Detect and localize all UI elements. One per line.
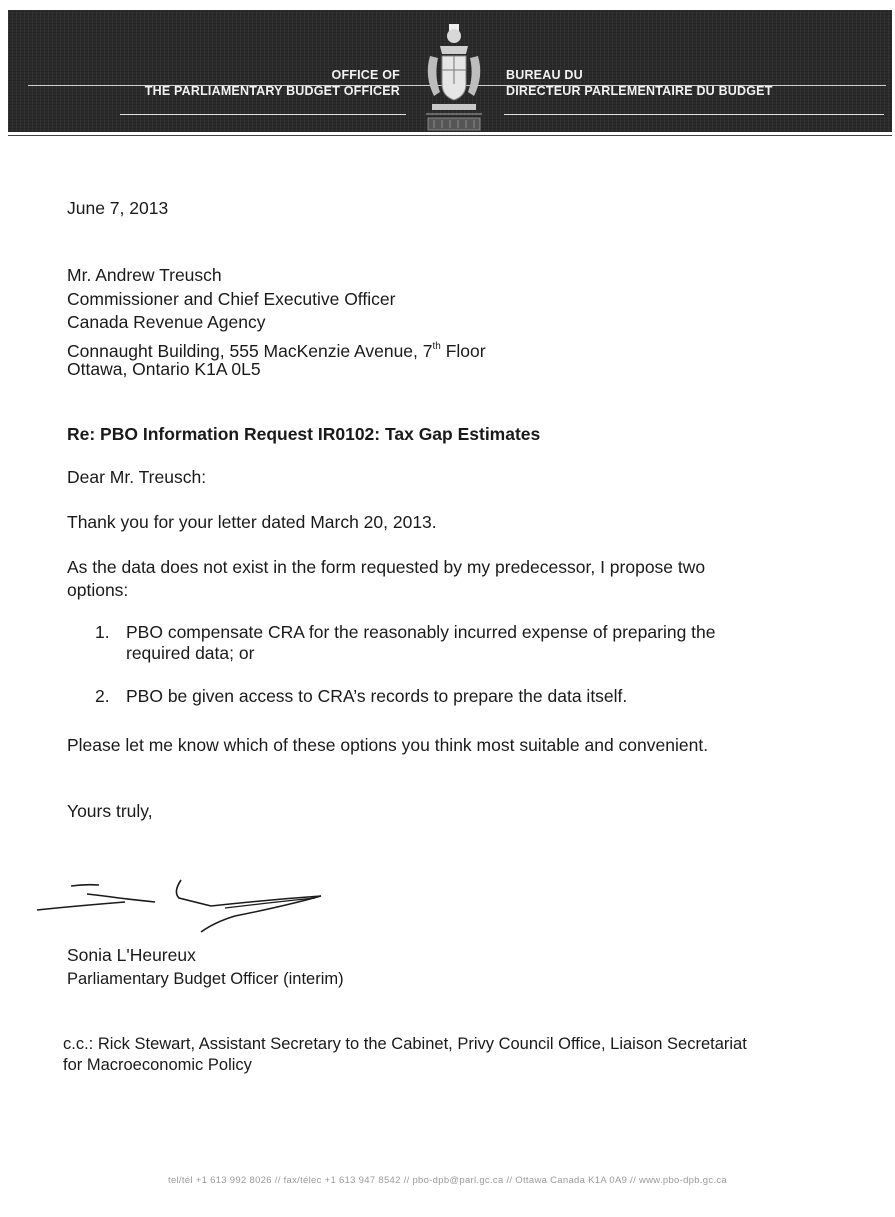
recipient-address	[67, 264, 486, 382]
letterhead-french-line1: BUREAU DU	[506, 68, 583, 82]
recipient-name: Mr. Andrew Treusch	[67, 265, 222, 285]
recipient-title: Commissioner and Chief Executive Officer	[67, 288, 396, 309]
list-item-line1: PBO be given access to CRA’s records to prepare the data itself.	[126, 686, 628, 706]
contact-footer: tel/tél +1 613 992 8026 // fax/télec +1 613 947 8542 // pbo-dpb@parl.gc.ca // Ottawa Canada K1A 0A9 // www.pbo-dpb.gc.ca	[168, 1175, 727, 1186]
paragraph-2	[67, 556, 705, 602]
recipient-street	[67, 335, 486, 359]
letterhead-english-line2: THE PARLIAMENTARY BUDGET OFFICER	[144, 84, 400, 98]
carbon-copy-line2: for Macroeconomic Policy	[63, 1056, 252, 1074]
recipient-organization: Canada Revenue Agency	[67, 312, 266, 332]
letter-salutation: Dear Mr. Treusch:	[67, 467, 207, 487]
paragraph-2-line1: As the data does not exist in the form requested by my predecessor, I propose two	[67, 557, 706, 577]
carbon-copy-line1: c.c.: Rick Stewart, Assistant Secretary to the Cabinet, Privy Council Office, Liaison Secretariat	[63, 1035, 747, 1053]
letterhead-banner	[8, 10, 892, 132]
recipient-street-text: Connaught Building, 555 MacKenzie Avenue, 7	[67, 340, 433, 361]
coat-of-arms-icon	[418, 22, 490, 132]
list-item-line2: required data; or	[126, 643, 255, 663]
carbon-copy	[63, 1034, 747, 1076]
letterhead-french	[506, 67, 773, 99]
handwritten-signature	[35, 872, 335, 942]
paragraph-1: Thank you for your letter dated March 20, 2013.	[67, 512, 437, 532]
letterhead-french-underline	[504, 114, 884, 115]
signer-name: Sonia L'Heureux	[67, 945, 196, 965]
signer-title: Parliamentary Budget Officer (interim)	[67, 970, 344, 988]
letterhead-english	[145, 67, 400, 99]
paragraph-3: Please let me know which of these options you think most suitable and convenient.	[67, 735, 709, 755]
list-item-number: 2.	[95, 686, 110, 706]
list-item	[95, 686, 716, 707]
list-item-number: 1.	[95, 622, 110, 642]
list-item	[95, 622, 716, 664]
recipient-floor: Floor	[440, 340, 486, 361]
list-item-line1: PBO compensate CRA for the reasonably incurred expense of preparing the	[126, 622, 716, 642]
recipient-street-sup: th	[432, 340, 441, 352]
letter-subject: Re: PBO Information Request IR0102: Tax Gap Estimates	[67, 424, 541, 444]
letter-closing: Yours truly,	[67, 801, 153, 821]
paragraph-2-line2: options:	[67, 580, 129, 600]
recipient-city: Ottawa, Ontario K1A 0L5	[67, 359, 261, 379]
options-list	[95, 622, 716, 729]
letterhead-bottom-rule	[8, 135, 892, 136]
letterhead-french-line2: DIRECTEUR PARLEMENTAIRE DU BUDGET	[506, 84, 773, 98]
letter-date: June 7, 2013	[67, 198, 169, 218]
letterhead-english-line1: OFFICE OF	[331, 68, 400, 82]
letterhead-english-underline	[120, 114, 406, 115]
